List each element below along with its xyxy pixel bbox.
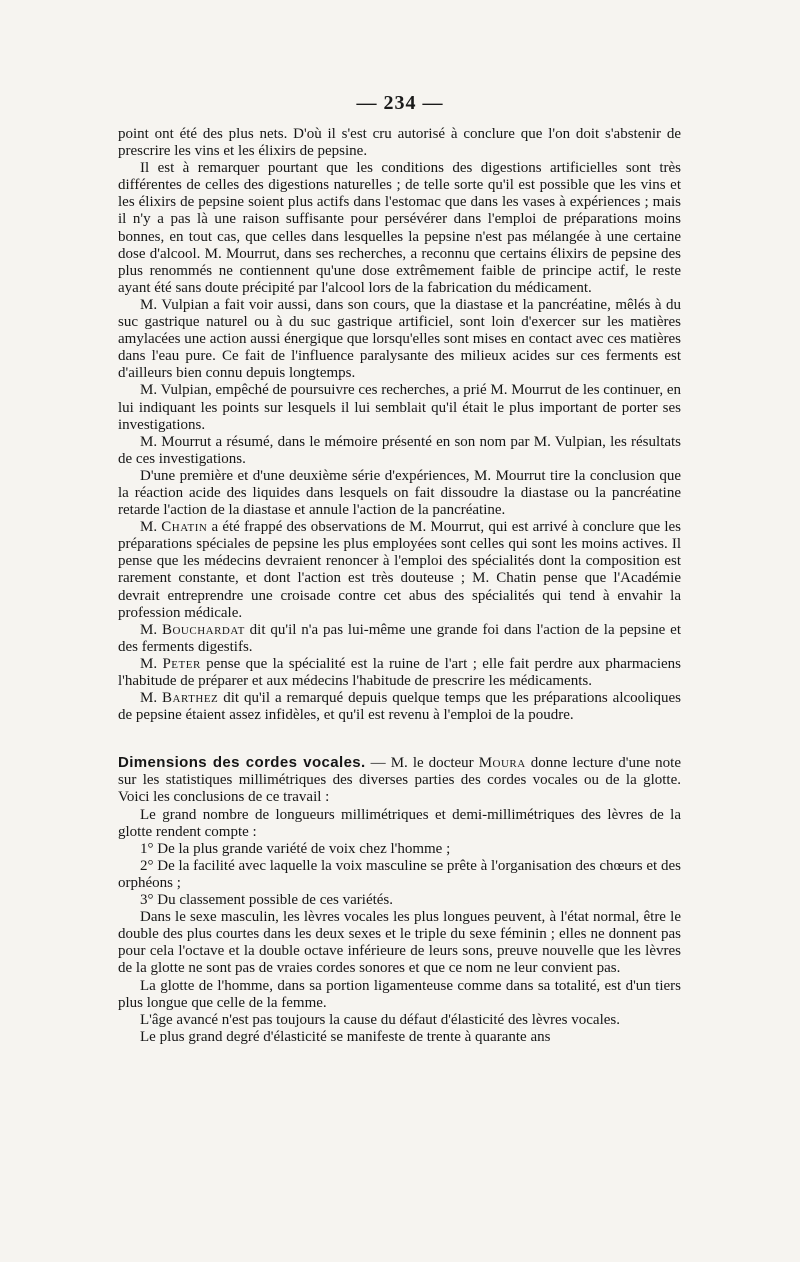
body-text xyxy=(118,126,681,1046)
bouchardat-prefix: M. xyxy=(140,621,162,638)
chatin-text: a été frappé des observations de M. Mourrut, qui est arrivé à conclure que les préparations spéciales de pepsine les plus employées sont celles qui sont les moins actives. Il pense que les médecins devraient renoncer à l'emploi des spécialités dont la composition est rarement constante, et dont l'action est très douteuse ; M. Chatin pense que l'Académie devrait entreprendre une croisade contre cet abus des spécialités qui tend à envahir la profession médicale. xyxy=(118,519,681,621)
section-title: Dimensions des cordes vocales. xyxy=(118,754,366,772)
barthez-prefix: M. xyxy=(140,690,163,707)
paragraph-bouchardat xyxy=(118,622,681,656)
paragraph-5: M. Mourrut a résumé, dans le mémoire présenté en son nom par M. Vulpian, les résultats de ces investigations. xyxy=(118,433,681,467)
peter-text: pense que la spécialité est la ruine de l'art ; elle fait perdre aux pharmaciens l'habitude de préparer et aux médecins l'habitude de prescrire les médicaments. xyxy=(118,655,681,689)
paragraph-barthez xyxy=(118,690,681,724)
chatin-name: Chatin xyxy=(161,519,208,536)
section-paragraph-4: Le plus grand degré d'élasticité se manifeste de trente à quarante ans xyxy=(140,1028,551,1045)
paragraph-1: point ont été des plus nets. D'où il s'est cru autorisé à conclure que l'on doit s'abstenir de prescrire les vins et les élixirs de pepsine. xyxy=(118,126,681,160)
bouchardat-text: dit qu'il n'a pas lui-même une grande foi dans l'action de la pepsine et des ferments digestifs. xyxy=(118,621,682,655)
page-number: — 234 — xyxy=(356,92,444,114)
bouchardat-name: Bouchardat xyxy=(161,621,245,638)
list-item-1: 1° De la plus grande variété de voix chez l'homme ; xyxy=(140,840,451,857)
section-lead: Le grand nombre de longueurs millimétriques et demi-millimétriques des lèvres de la glotte rendent compte : xyxy=(118,806,681,840)
section-intro-text: donne lecture d'une note sur les statistiques millimétriques des diverses parties des cordes vocales ou de la glotte. Voici les conclusions de ce travail : xyxy=(118,755,681,806)
chatin-prefix: M. xyxy=(140,519,162,536)
peter-name: Peter xyxy=(162,655,201,672)
paragraph-peter xyxy=(118,656,681,690)
peter-prefix: M. xyxy=(140,655,163,672)
barthez-text: dit qu'il a remarqué depuis quelque temps que les préparations alcooliques de pepsine étaient assez infidèles, et qu'il est revenu à l'emploi de la poudre. xyxy=(118,690,681,724)
section-paragraph-3: L'âge avancé n'est pas toujours la cause du défaut d'élasticité des lèvres vocales. xyxy=(140,1011,620,1028)
paragraph-4: M. Vulpian, empêché de poursuivre ces recherches, a prié M. Mourrut de les continuer, en lui indiquant les points sur lesquels il lui semblait qu'il était le plus important de porter ses investigations. xyxy=(118,382,681,433)
section-cordes-vocales xyxy=(118,754,681,1046)
paragraph-3: M. Vulpian a fait voir aussi, dans son cours, que la diastase et la pancréatine, mêlés à du suc gastrique naturel ou à du suc gastrique artificiel, sont loin d'exercer sur les matières amylacées une action aussi énergique que lorsqu'elles sont mises en contact avec ces matières dans l'eau pure. Ce fait de l'influence paralysante des milieux acides sur ces ferments est d'ailleurs bien connu depuis longtemps. xyxy=(118,296,681,382)
section-intro-name: Moura xyxy=(478,755,526,772)
section-intro-prefix: — M. le docteur xyxy=(365,755,479,772)
section-paragraph-1: Dans le sexe masculin, les lèvres vocales les plus longues peuvent, à l'état normal, être le double des plus courtes dans les deux sexes et le triple du sexe féminin ; elles ne donnent pas pour cela l'octave et la double octave inférieure de leurs sons, preuve nouvelle que les lèvres de la glotte ne sont pas de vraies cordes sonores et que ce nom ne leur convient pas. xyxy=(118,909,681,977)
paragraph-2: Il est à remarquer pourtant que les conditions des digestions artificielles sont très différentes de celles des digestions naturelles ; de telle sorte qu'il est possible que les vins et les élixirs de pepsine soient plus actifs dans l'estomac que dans les vases à expériences ; mais il n'y a pas là une raison suffisante pour persévérer dans l'emploi de préparations moins bonnes, en tout cas, que celles dans lesquelles la pepsine n'est pas mélangée à une certaine dose d'alcool. M. Mourrut, dans ses recherches, a reconnu que certains élixirs de pepsine des plus renommés ne contiennent qu'une dose extrêmement faible de principe actif, le reste ayant été sans doute précipité par l'alcool lors de la fabrication du médicament. xyxy=(118,160,681,296)
section-intro xyxy=(118,754,681,806)
barthez-name: Barthez xyxy=(162,690,219,707)
section-paragraph-2: La glotte de l'homme, dans sa portion ligamenteuse comme dans sa totalité, est d'un tiers plus longue que celle de la femme. xyxy=(118,977,681,1011)
paragraph-chatin xyxy=(118,519,681,622)
paragraph-6: D'une première et d'une deuxième série d'expériences, M. Mourrut tire la conclusion que la réaction acide des liquides dans lesquels on fait dissoudre la diastase ou la pancréatine retarde l'action de la diastase et annule l'action de la pancréatine. xyxy=(118,467,681,519)
list-item-3: 3° Du classement possible de ces variétés. xyxy=(140,892,394,909)
list-item-2: 2° De la facilité avec laquelle la voix masculine se prête à l'organisation des chœurs et des orphéons ; xyxy=(118,857,681,891)
